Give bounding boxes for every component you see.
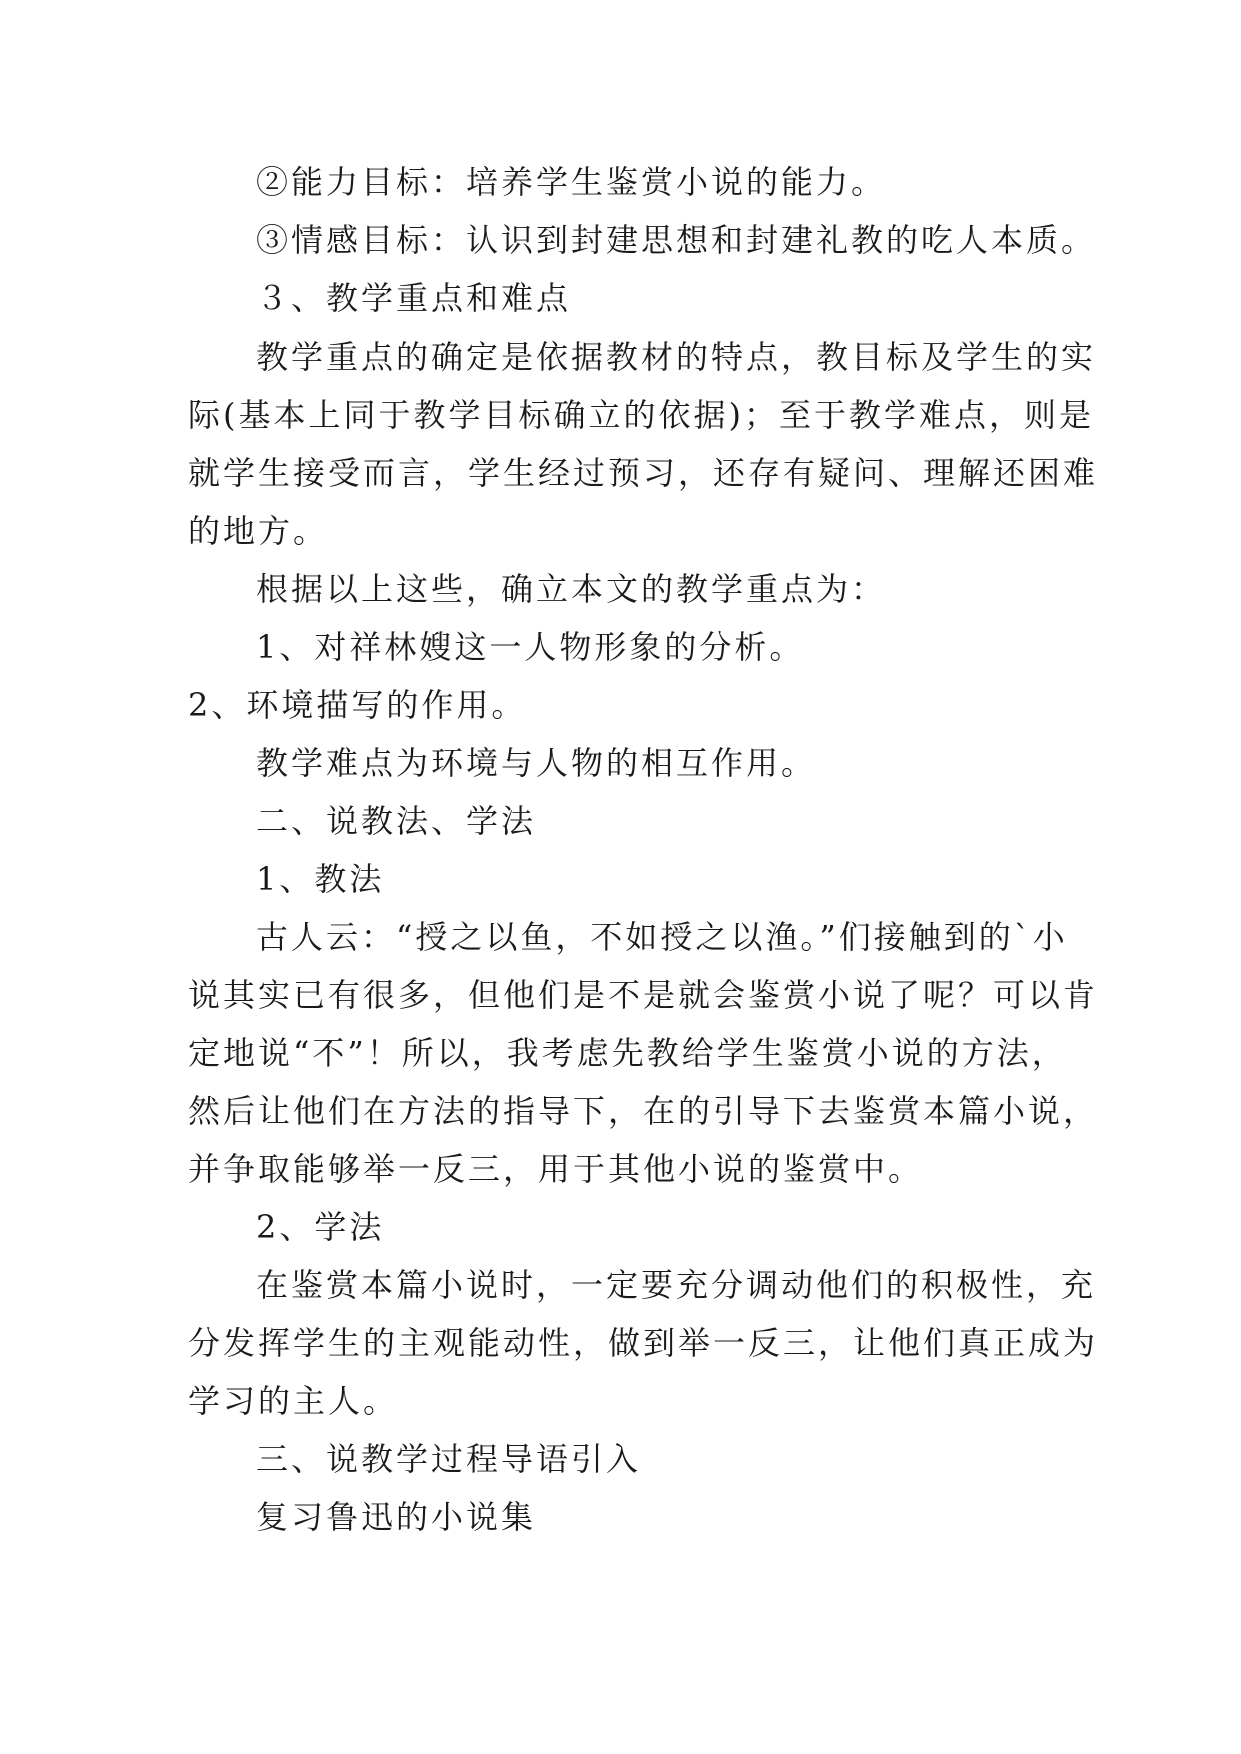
- paragraph-line: 教学重点的确定是依据教材的特点，教目标及学生的实: [256, 338, 1097, 376]
- paragraph-line: 的地方。: [188, 512, 329, 550]
- paragraph-line: 就学生接受而言，学生经过预习，还存有疑问、理解还困难: [188, 454, 1099, 492]
- paragraph-line: 说其实已有很多，但他们是不是就会鉴赏小说了呢？可以肯: [188, 976, 1099, 1014]
- ability-goal-line: ②能力目标：培养学生鉴赏小说的能力。: [256, 163, 887, 201]
- subheading-teaching-method: 1、教法: [256, 860, 385, 898]
- section-heading-methods: 二、说教法、学法: [256, 802, 537, 840]
- list-item: 1、对祥林嫂这一人物形象的分析。: [256, 628, 805, 666]
- list-item: 2、环境描写的作用。: [188, 686, 527, 724]
- paragraph-line: 学习的主人。: [188, 1382, 399, 1420]
- subheading-learning-method: 2、学法: [256, 1208, 385, 1246]
- section-heading-process: 三、说教学过程导语引入: [256, 1440, 642, 1478]
- paragraph-line: 教学难点为环境与人物的相互作用。: [256, 744, 817, 782]
- paragraph-line: 然后让他们在方法的指导下，在的引导下去鉴赏本篇小说，: [188, 1092, 1099, 1130]
- paragraph-line: 并争取能够举一反三，用于其他小说的鉴赏中。: [188, 1150, 924, 1188]
- paragraph-line: 分发挥学生的主观能动性，做到举一反三，让他们真正成为: [188, 1324, 1099, 1362]
- paragraph-line: 在鉴赏本篇小说时，一定要充分调动他们的积极性，充: [256, 1266, 1097, 1304]
- emotion-goal-line: ③情感目标：认识到封建思想和封建礼教的吃人本质。: [256, 221, 1097, 259]
- paragraph-line: 际(基本上同于教学目标确立的依据)；至于教学难点，则是: [188, 396, 1094, 434]
- paragraph-line: 根据以上这些，确立本文的教学重点为：: [256, 570, 887, 608]
- section-heading-key-points: ３、教学重点和难点: [256, 279, 572, 317]
- paragraph-line: 古人云：“授之以鱼，不如授之以渔。”们接触到的`小: [256, 918, 1068, 956]
- paragraph-line: 复习鲁迅的小说集: [256, 1498, 537, 1536]
- paragraph-line: 定地说“不”！所以，我考虑先教给学生鉴赏小说的方法，: [188, 1034, 1067, 1072]
